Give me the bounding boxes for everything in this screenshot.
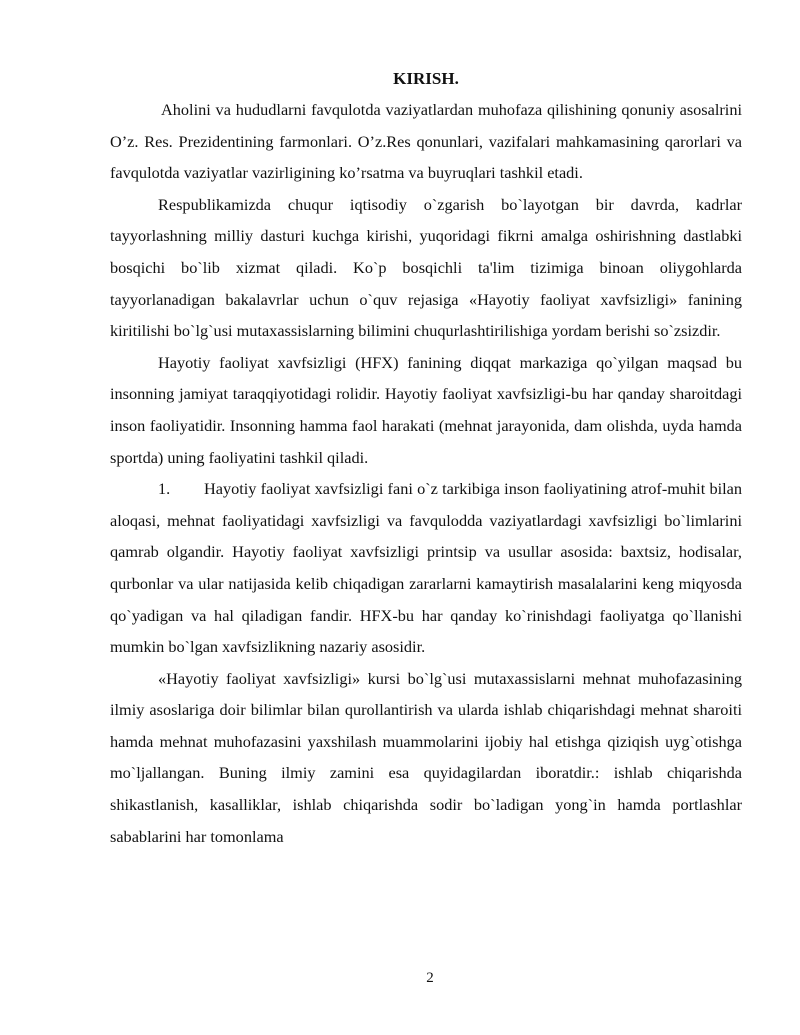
numbered-paragraph-text: Hayotiy faoliyat xavfsizligi fani o`z tarkibiga inson faoliyatining atrof-muhit bilan aloqasi, mehnat faoliyatidagi xavfsizligi va favqulodda vaziyatlardagi xavfsizligi bo`limlarini qamrab olgandir. Hayotiy faoliyat xavfsizligi printsip va usullar asosida: baxtsiz, hodisalar, qurbonlar va ular natijasida kelib chiqadigan zararlarni kamaytirish masalalarini keng miqyosda qo`yadigan va hal qiladigan fandir. HFX-bu har qanday ko`rinishdagi faoliyatga qo`llanishi mumkin bo`lgan xavfsizlikning nazariy asosidir. (110, 479, 742, 657)
document-page (110, 68, 742, 852)
hfx-definition-paragraph: Hayotiy faoliyat xavfsizligi (HFX) fanining diqqat markaziga qo`yilgan maqsad bu insonning jamiyat taraqqiyotidagi rolidir. Hayotiy faoliyat xavfsizligi-bu har qanday sharoitdagi inson faoliyatidir. Insonning hamma faol harakati (mehnat jarayonida, dam olishda, uyda hamda sportda) uning faoliyatini tashkil qiladi. (110, 352, 742, 467)
page-number: 2 (426, 970, 434, 986)
reform-paragraph: Respublikamizda chuqur iqtisodiy o`zgarish bo`layotgan bir davrda, kadrlar tayyorlashning milliy dasturi kuchga kirishi, yuqoridagi fikrni amalga oshirishning dastlabki bosqichi bo`lib xizmat qiladi. Ko`p bosqichli ta'lim tizimiga binoan oliygohlarda tayyorlanadigan bakalavrlar uchun o`quv rejasiga «Hayotiy faoliyat xavfsizligi» fanining kiritilishi bo`lg`usi mutaxassislarning bilimini chuqurlashtirilishiga yordam berishi so`zsizdir. (110, 194, 742, 341)
intro-paragraph: Aholini va hududlarni favqulotda vaziyatlardan muhofaza qilishining qonuniy asosalrini O’z. Res. Prezidentining farmonlari. O’z.Res qonunlari, vazifalari mahkamasining qarorlari va favqulotda vaziyatlar vazirligining ko’rsatma va buyruqlari tashkil etadi. (110, 100, 742, 183)
document-title: KIRISH. (393, 69, 459, 88)
list-number: 1. (158, 479, 171, 499)
course-paragraph: «Hayotiy faoliyat xavfsizligi» kursi bo`lg`usi mutaxassislarni mehnat muhofazasining ilmiy asoslariga doir bilimlar bilan qurollantirish va ularda ishlab chiqarishdagi mehnat sharoiti hamda mehnat muhofazasini yaxshilash muammolarini ijobiy hal etishga qiziqish uyg`otishga mo`ljallangan. Buning ilmiy zamini esa quyidagilardan iboratdir.: ishlab chiqarishda shikastlanish, kasalliklar, ishlab chiqarishda sodir bo`ladigan yong`in hamda portlashlar sabablarini har tomonlama (110, 668, 742, 846)
numbered-paragraph (110, 473, 742, 663)
